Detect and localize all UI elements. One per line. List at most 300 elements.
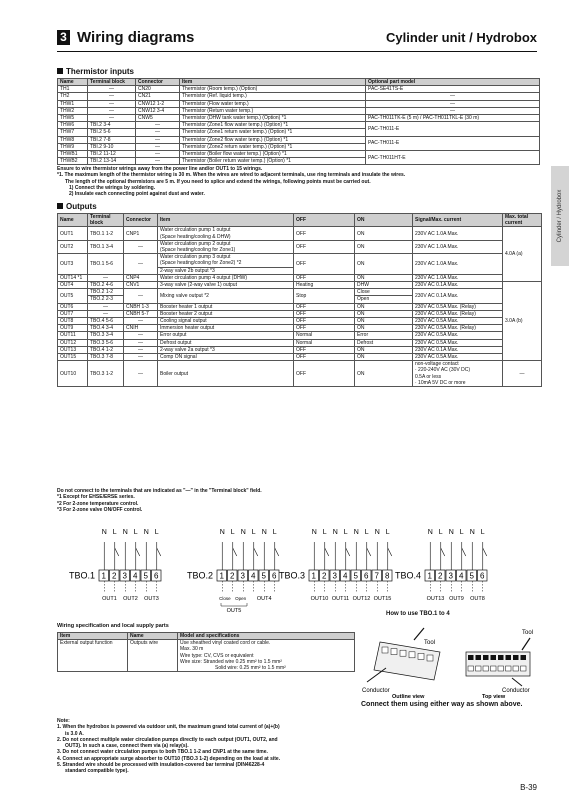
cell-connector: — xyxy=(124,354,158,361)
output-label: OUT4 xyxy=(256,596,272,602)
cell-on: ON xyxy=(355,354,413,361)
terminal-slot xyxy=(400,650,406,656)
terminal-slot xyxy=(476,666,482,671)
cell-max-total: — xyxy=(503,361,542,387)
howto-illustration xyxy=(362,620,542,700)
terminal-slot xyxy=(513,655,519,660)
thermistor-notes xyxy=(57,166,537,197)
cell-item-line: (Space heating/cooling & DHW) xyxy=(160,233,231,240)
terminal-slot xyxy=(521,655,527,660)
spec-line: Use sheathed vinyl coated cord or cable. xyxy=(180,640,271,647)
cell-terminal: — xyxy=(88,93,136,100)
cell-name: THWB2 xyxy=(58,158,88,165)
cell-item: Thermistor (Ref. liquid temp.) xyxy=(180,93,366,100)
cell-off: OFF xyxy=(294,346,355,353)
cell-optional-part: PAC-TH011-E xyxy=(366,122,540,136)
cell-item xyxy=(158,254,294,267)
terminal-slot xyxy=(391,649,397,655)
table-row xyxy=(58,361,542,387)
line-label: L xyxy=(343,529,348,536)
cell-item xyxy=(158,318,294,325)
note-line: 5. Stranded wire should be processed with insulation-covered bar terminal (DIN46228-4 xyxy=(57,762,265,769)
column-header: Item xyxy=(158,214,294,227)
cell-connector: — xyxy=(136,151,180,158)
cell-terminal: TBI.2 3-4 xyxy=(88,122,136,129)
table-row xyxy=(58,107,540,114)
outputs-table xyxy=(57,213,542,387)
column-header: ON xyxy=(355,214,413,227)
cell-item-line: Water circulation pump 2 output xyxy=(160,240,231,247)
terminal-slot xyxy=(491,655,497,660)
cell-terminal: — xyxy=(88,115,136,122)
cell-spec xyxy=(178,640,355,672)
cell-on: ON xyxy=(355,346,413,353)
switch-contact xyxy=(254,548,258,556)
line-label: L xyxy=(272,529,277,536)
column-header: OFF xyxy=(294,214,355,227)
terminal-slot xyxy=(476,655,482,660)
terminal-number: 7 xyxy=(374,571,379,581)
note-line: Ensure to wire thermistor wirings away from the power line and/or OUT1 to 15 wirings. xyxy=(57,166,263,172)
cell-name: THW6 xyxy=(58,122,88,129)
cell-item xyxy=(158,339,294,346)
cell-signal: 230V AC 1.0A Max. xyxy=(413,274,503,281)
cell-terminal: — xyxy=(88,303,124,310)
cell-terminal: — xyxy=(88,274,124,281)
output-label: Open xyxy=(235,596,247,601)
cell-connector: CNP1 xyxy=(124,227,158,240)
table-row xyxy=(58,318,542,325)
wiring-spec-heading: Wiring specification and local supply parts xyxy=(57,623,169,629)
line-label: N xyxy=(122,529,128,536)
cell-terminal: — xyxy=(88,100,136,107)
cell-item-line: Water circulation pump 3 output xyxy=(160,254,231,261)
cell-terminal: TBO.3 3-4 xyxy=(88,332,124,339)
line-label: L xyxy=(385,529,390,536)
outputs-notes xyxy=(57,488,537,513)
table-row xyxy=(58,325,542,332)
terminal-number: 5 xyxy=(353,571,358,581)
cell-terminal: TBO.3 5-6 xyxy=(88,339,124,346)
cell-item-line: Immersion heater output xyxy=(160,325,215,332)
outputs-heading-text: Outputs xyxy=(66,202,97,211)
conductor-wire xyxy=(512,678,522,686)
cell-optional-part: PAC-TH011TK-E (5 m) / PAC-TH011TKL-E (30 m) xyxy=(366,115,540,122)
cell-name: OUT3 xyxy=(58,254,88,275)
cell-terminal: TBO.2 2-3 xyxy=(88,296,124,303)
cell-connector: — xyxy=(124,254,158,275)
cell-item: Mixing valve output *2 xyxy=(158,289,294,303)
terminal-number: 5 xyxy=(469,571,474,581)
cell-item xyxy=(158,354,294,361)
terminal-number: 3 xyxy=(332,571,337,581)
terminal-number: 2 xyxy=(438,571,443,581)
cell-signal-line: · 10mA 5V DC or more xyxy=(415,379,466,386)
cell-name: THWB1 xyxy=(58,151,88,158)
column-header: Terminal block xyxy=(88,79,136,86)
cell-name: TH1 xyxy=(58,86,88,93)
column-header: Model and specifications xyxy=(178,633,355,640)
spec-line: Max. 30 m xyxy=(180,646,204,653)
cell-item-line: Water circulation pump 4 output (DHW) xyxy=(160,274,248,281)
block-label: TBO.3 xyxy=(278,570,305,581)
cell-item: Thermistor (Zone1 flow water temp.) (Option) *1 xyxy=(180,122,366,129)
cell-name: THW8 xyxy=(58,136,88,143)
output-label: OUT2 xyxy=(123,596,138,602)
cell-terminal: TBO.4 5-6 xyxy=(88,318,124,325)
terminal-number: 6 xyxy=(154,571,159,581)
cell-name: Outputs wire xyxy=(128,640,178,672)
howto-title: How to use TBO.1 to 4 xyxy=(386,611,450,617)
terminal-number: 2 xyxy=(230,571,235,581)
terminal-slot xyxy=(498,655,504,660)
terminal-slot xyxy=(468,655,474,660)
bullet-square xyxy=(57,68,63,74)
cell-optional-part: — xyxy=(366,93,540,100)
terminal-number: 8 xyxy=(385,571,390,581)
terminal-slot xyxy=(418,653,424,659)
cell-signal: 230V AC 0.5A Max. xyxy=(413,339,503,346)
cell-name: OUT9 xyxy=(58,325,88,332)
output-label: OUT9 xyxy=(449,596,464,602)
page-title: Wiring diagrams xyxy=(77,29,195,46)
cell-on: DHW xyxy=(355,282,413,289)
terminal-number: 4 xyxy=(459,571,464,581)
cell-terminal: TBI.2 7-8 xyxy=(88,136,136,143)
cell-connector: — xyxy=(124,361,158,387)
cell-item xyxy=(158,310,294,317)
cell-connector: CNP4 xyxy=(124,274,158,281)
spec-line: Wire size: Stranded wire 0.25 mm² to 1.5 mm² xyxy=(180,658,282,665)
cell-item-line: (Space heating/cooling for Zone1) xyxy=(160,247,236,254)
cell-connector: — xyxy=(124,318,158,325)
line-label: N xyxy=(240,529,246,536)
output-label: OUT8 xyxy=(470,596,485,602)
cell-item: Thermistor (Return water temp.) xyxy=(180,107,366,114)
note-line: standard compatible type). xyxy=(65,768,129,775)
switch-contact xyxy=(115,548,119,556)
cell-connector: — xyxy=(124,339,158,346)
cell-off: OFF xyxy=(294,361,355,387)
cell-connector: CNW12 1-2 xyxy=(136,100,180,107)
cell-optional-part: — xyxy=(366,107,540,114)
note-line: The length of the optional thermistors are 5 m. If you need to splice and extend the wirings, following points must be carried out. xyxy=(65,178,371,185)
cell-item: Thermistor (Room temp.) (Option) xyxy=(180,86,366,93)
cell-on: Defrost xyxy=(355,339,413,346)
switch-contact xyxy=(157,548,161,556)
cell-optional-part: PAC-TH011HT-E xyxy=(366,151,540,165)
cell-on: ON xyxy=(355,254,413,275)
tool-label: Tool xyxy=(424,640,436,646)
cell-max-total: 3.0A (b) xyxy=(503,282,542,361)
cell-off: Normal xyxy=(294,332,355,339)
cell-signal: 230V AC 0.5A Max. (Relay) xyxy=(413,325,503,332)
cell-connector: CNBH 5-7 xyxy=(124,310,158,317)
switch-contact xyxy=(462,548,466,556)
cell-name: OUT10 xyxy=(58,361,88,387)
section-number: 3 xyxy=(57,30,70,45)
cell-optional-part: — xyxy=(366,100,540,107)
table-row xyxy=(58,254,542,267)
cell-signal: 230V AC 0.5A Max. (Relay) xyxy=(413,310,503,317)
connect-instruction: Connect them using either way as shown above. xyxy=(361,701,523,708)
table-row xyxy=(58,136,540,143)
cell-item: 2-way valve 2b output *3 xyxy=(158,267,294,274)
thermistor-table xyxy=(57,78,540,165)
note-line: *3 For 2-zone valve ON/OFF control. xyxy=(57,506,143,513)
cell-name: THW7 xyxy=(58,129,88,136)
cell-item: Thermistor (Zone2 flow water temp.) (Option) *1 xyxy=(180,136,366,143)
terminal-number: 6 xyxy=(272,571,277,581)
terminal-slot xyxy=(483,666,489,671)
terminal-number: 4 xyxy=(251,571,256,581)
section-subtitle: Cylinder unit / Hydrobox xyxy=(386,30,537,45)
terminal-slot xyxy=(427,655,433,661)
cell-signal xyxy=(413,361,503,387)
cell-signal: 230V AC 0.5A Max. xyxy=(413,332,503,339)
cell-item-line: Booster heater 2 output xyxy=(160,310,213,317)
table-header-row xyxy=(58,214,542,227)
note-line: *2 For 2-zone temperature control. xyxy=(57,500,139,507)
cell-terminal: TBO.1 1-2 xyxy=(88,227,124,240)
terminal-number: 1 xyxy=(427,571,432,581)
note-line: OUT3). In such a case, connect them via (a) relay(s). xyxy=(65,743,189,750)
terminal-slot xyxy=(521,666,527,671)
cell-terminal: TBI.2 13-14 xyxy=(88,158,136,165)
cell-signal: 230V AC 0.1A Max. xyxy=(413,346,503,353)
cell-terminal: TBO.3 7-8 xyxy=(88,354,124,361)
line-label: L xyxy=(322,529,327,536)
cell-off: OFF xyxy=(294,227,355,240)
cell-item-line: Comp ON signal xyxy=(160,354,197,361)
cell-name: OUT5 xyxy=(58,289,88,303)
cell-off: OFF xyxy=(294,240,355,253)
cell-name: THW2 xyxy=(58,107,88,114)
cell-signal-line: 0.5A or less xyxy=(415,373,442,380)
line-label: L xyxy=(364,529,369,536)
line-label: N xyxy=(101,529,107,536)
cell-item-line: Defrost output xyxy=(160,339,192,346)
cell-item xyxy=(158,361,294,387)
cell-optional-part: PAC-SE41TS-E xyxy=(366,86,540,93)
cell-on: ON xyxy=(355,303,413,310)
cell-item xyxy=(158,303,294,310)
line-label: N xyxy=(219,529,225,536)
conductor-label: Conductor xyxy=(362,688,390,694)
cell-name: OUT1 xyxy=(58,227,88,240)
cell-connector: — xyxy=(136,122,180,129)
cell-off: Stop xyxy=(294,289,355,303)
cell-connector: — xyxy=(136,158,180,165)
cell-on: ON xyxy=(355,318,413,325)
cell-item-line: 2-way valve 2a output *3 xyxy=(160,346,215,353)
note-line: is 3.0 A. xyxy=(65,730,84,737)
cell-signal: 230V AC 0.1A Max. xyxy=(413,282,503,289)
table-row xyxy=(58,240,542,253)
switch-contact xyxy=(233,548,237,556)
wiring-spec-table xyxy=(57,632,355,672)
cell-name: OUT12 xyxy=(58,339,88,346)
cell-off: OFF xyxy=(294,354,355,361)
tool-shape xyxy=(522,638,530,650)
line-label: L xyxy=(133,529,138,536)
table-row xyxy=(58,227,542,240)
line-label: L xyxy=(480,529,485,536)
top-view-label: Top view xyxy=(482,694,506,700)
spec-line: Wire type: CV, CVS or equivalent xyxy=(180,652,254,659)
cell-terminal: — xyxy=(88,310,124,317)
terminal-number: 2 xyxy=(322,571,327,581)
note-line: Do not connect to the terminals that are indicated as "—" in the "Terminal block" field. xyxy=(57,488,262,494)
line-label: L xyxy=(251,529,256,536)
terminal-slot xyxy=(498,666,504,671)
table-row xyxy=(58,289,542,296)
terminal-number: 3 xyxy=(240,571,245,581)
thermistor-heading xyxy=(57,67,134,76)
cell-item-line: Boiler output xyxy=(160,370,189,377)
cell-name: TH2 xyxy=(58,93,88,100)
outputs-heading xyxy=(57,202,97,211)
tool-label: Tool xyxy=(522,630,534,636)
note-line: 3. Do not connect water circulation pumps to both TBO.1 1-2 and CNP1 at the same time. xyxy=(57,749,268,756)
output-label: OUT3 xyxy=(144,596,159,602)
table-row xyxy=(58,640,355,672)
column-header: Connector xyxy=(124,214,158,227)
cell-item-line: Water circulation pump 1 output xyxy=(160,227,231,234)
switch-contact xyxy=(325,548,329,556)
cell-off: OFF xyxy=(294,318,355,325)
cell-item: Thermistor (Zone2 return water temp.) (Option) *1 xyxy=(180,143,366,150)
cell-name: OUT7 xyxy=(58,310,88,317)
cell-on: ON xyxy=(355,325,413,332)
terminal-number: 5 xyxy=(143,571,148,581)
tool-shape xyxy=(414,628,424,640)
cell-connector: — xyxy=(124,289,158,303)
cell-item xyxy=(158,282,294,289)
terminal-slot xyxy=(513,666,519,671)
table-header-row xyxy=(58,633,355,640)
line-label: N xyxy=(261,529,267,536)
table-row xyxy=(58,346,542,353)
outline-view-label: Outline view xyxy=(392,694,425,700)
cell-terminal: TBO.2 4-6 xyxy=(88,282,124,289)
conductor-label: Conductor xyxy=(502,688,530,694)
output-label-out5: OUT5 xyxy=(226,608,242,612)
line-label: N xyxy=(469,529,475,536)
cell-connector: CNW5 xyxy=(136,115,180,122)
cell-connector: CNV1 xyxy=(124,282,158,289)
block-label: TBO.2 xyxy=(186,570,213,581)
terminal-number: 6 xyxy=(364,571,369,581)
cell-off: OFF xyxy=(294,310,355,317)
cell-item xyxy=(158,346,294,353)
block-label: TBO.4 xyxy=(394,570,421,581)
cell-name: OUT14 *1 xyxy=(58,274,88,281)
switch-contact xyxy=(275,548,279,556)
note-line: *1. The maximum length of the thermistor wiring is 30 m. When the wires are wired to adjacent terminals, use ring terminals and insulate the wires. xyxy=(57,172,406,179)
cell-signal: 230V AC 0.5A Max. xyxy=(413,354,503,361)
cell-on: Close xyxy=(355,289,413,296)
switch-contact xyxy=(441,548,445,556)
terminal-number: 3 xyxy=(448,571,453,581)
line-label: N xyxy=(374,529,380,536)
cell-on: ON xyxy=(355,240,413,253)
table-row xyxy=(58,310,542,317)
switch-contact xyxy=(136,548,140,556)
note-line: 2) Insulate each connecting point against dust and water. xyxy=(69,191,205,198)
table-row xyxy=(58,339,542,346)
switch-contact xyxy=(388,548,392,556)
cell-item xyxy=(158,332,294,339)
column-header: Name xyxy=(58,79,88,86)
terminal-number: 4 xyxy=(133,571,138,581)
line-label: L xyxy=(154,529,159,536)
table-row xyxy=(58,303,542,310)
cell-signal-line: · 220-240V AC (30V DC) xyxy=(415,367,471,374)
column-header: Optional part model xyxy=(366,79,540,86)
table-header-row xyxy=(58,79,540,86)
cell-signal: 230V AC 1.0A Max. xyxy=(413,254,503,275)
line-label: N xyxy=(427,529,433,536)
side-tab[interactable] xyxy=(551,166,569,266)
cell-terminal: TBO.2 1-2 xyxy=(88,289,124,296)
page-number: B-39 xyxy=(520,783,537,792)
cell-on: ON xyxy=(355,361,413,387)
cell-connector: — xyxy=(124,346,158,353)
cell-item: External output function xyxy=(58,640,128,672)
cell-signal: 230V AC 0.5A Max. xyxy=(413,318,503,325)
note-line: 4. Connect an appropriate surge absorber to OUT10 (TBO.3 1-2) depending on the load at site. xyxy=(57,755,281,762)
terminal-slot xyxy=(409,652,415,658)
cell-name: OUT8 xyxy=(58,318,88,325)
cell-off: OFF xyxy=(294,254,355,275)
cell-item: Thermistor (DHW tank water temp.) (Option) *1 xyxy=(180,115,366,122)
terminal-slot xyxy=(382,647,388,653)
table-row xyxy=(58,282,542,289)
cell-signal: 230V AC 1.0A Max. xyxy=(413,240,503,253)
cell-connector: CNBH 1-3 xyxy=(124,303,158,310)
notes-title: Note: xyxy=(57,718,70,724)
block-label: TBO.1 xyxy=(68,570,95,581)
cell-terminal: TBI.2 5-6 xyxy=(88,129,136,136)
cell-off: Normal xyxy=(294,339,355,346)
cell-off: OFF xyxy=(294,274,355,281)
note-line: *1 Except for EHSE/ERSE series. xyxy=(57,494,135,501)
column-header: Item xyxy=(180,79,366,86)
cell-signal: 230V AC 0.1A Max. xyxy=(413,289,503,303)
terminal-number: 5 xyxy=(261,571,266,581)
column-header: Connector xyxy=(136,79,180,86)
terminal-block-diagram xyxy=(57,520,542,612)
output-label: OUT12 xyxy=(352,596,371,602)
bullet-square xyxy=(57,203,63,209)
switch-contact xyxy=(367,548,371,556)
column-header: Item xyxy=(58,633,128,640)
line-label: N xyxy=(448,529,454,536)
cell-signal: 230V AC 1.0A Max. xyxy=(413,227,503,240)
cell-connector: — xyxy=(136,136,180,143)
table-row xyxy=(58,354,542,361)
cell-signal-line: non-voltage contact xyxy=(415,361,459,368)
cell-item-line: Booster heater 1 output xyxy=(160,303,213,310)
terminal-number: 2 xyxy=(112,571,117,581)
cell-on: ON xyxy=(355,310,413,317)
cell-connector: CN20 xyxy=(136,86,180,93)
cell-name: OUT11 xyxy=(58,332,88,339)
column-header: Terminal block xyxy=(88,214,124,227)
cell-item xyxy=(158,227,294,240)
table-row xyxy=(58,100,540,107)
